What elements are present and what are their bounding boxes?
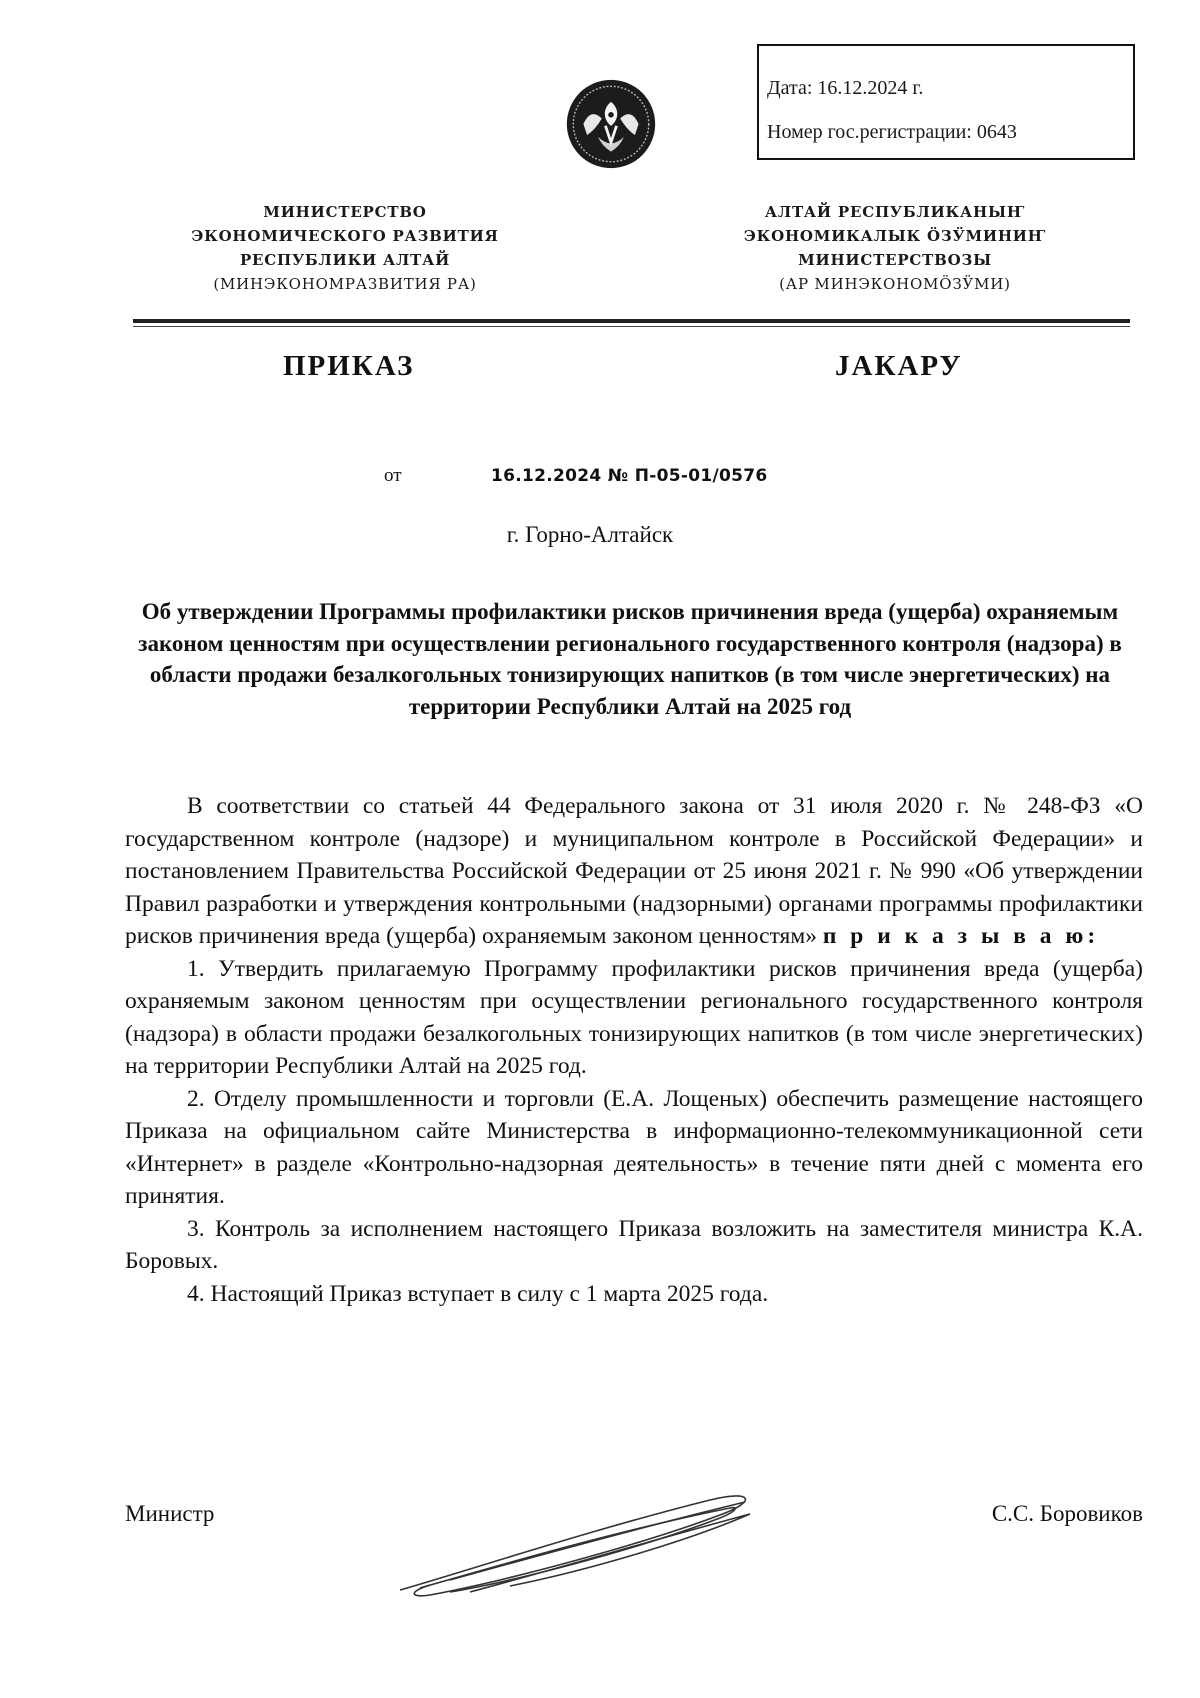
ministry-line: РЕСПУБЛИКИ АЛТАЙ <box>239 251 451 269</box>
decree-word: п р и к а з ы в а ю: <box>822 923 1100 949</box>
signatory-name: С.С. Боровиков <box>991 1501 1143 1526</box>
ministry-abbr: (МИНЭКОНОМРАЗВИТИЯ РА) <box>213 275 477 293</box>
city: г. Горно-Алтайск <box>506 522 674 547</box>
ministry-line: ЭКОНОМИЧЕСКОГО РАЗВИТИЯ <box>191 227 499 245</box>
header-divider <box>133 319 1130 323</box>
preamble-paragraph <box>125 790 1143 953</box>
clause-2: 2. Отделу промышленности и торговли (Е.А. Лощеных) обеспечить размещение настоящего Приказа на официальном сайте Министерства в информационно-телекоммуникационной сети «Интернет» в разделе «Контрольно-надзорная деятельность» в течение пяти дней с момента его принятия. <box>125 1085 1143 1209</box>
registration-stamp <box>757 44 1135 160</box>
ministry-line: АЛТАЙ РЕСПУБЛИКАНЫҤ <box>764 203 1026 221</box>
signatory-position: Министр <box>125 1501 215 1526</box>
coat-of-arms-icon <box>565 78 657 170</box>
ministry-line: МИНИСТЕРСТВОЗЫ <box>798 251 992 269</box>
document-type-alt: JАКАРУ <box>835 350 963 382</box>
ministry-header-ru <box>145 200 545 296</box>
clause-3: 3. Контроль за исполнением настоящего Приказа возложить на заместителя министра К.А. Боровых. <box>125 1215 1143 1274</box>
preamble-text: В соответствии со статьей 44 Федерального закона от 31 июля 2020 г. № 248-ФЗ «О государственном контроле (надзоре) и муниципальном контроле в Российской Федерации» и постановлением Правительства Российской Федерации от 25 июня 2021 г. № 990 «Об утверждении Правил разработки и утверждения контрольными (надзорными) органами программы профилактики рисков причинения вреда (ущерба) охраняемым законом ценностям» <box>125 793 1143 949</box>
clause-4: 4. Настоящий Приказ вступает в силу с 1 марта 2025 года. <box>187 1280 769 1307</box>
clause-1: 1. Утвердить прилагаемую Программу профилактики рисков причинения вреда (ущерба) охраняемым законом ценностям при осуществлении регионального государственного контроля (надзора) в области продажи безалкогольных тонизирующих напитков (в том числе энергетических) на территории Республики Алтай на 2025 год. <box>125 955 1143 1079</box>
ministry-abbr: (АР МИНЭКОНОМӦЗӰМИ) <box>779 275 1011 293</box>
order-from-label: от <box>384 465 402 486</box>
document-heading: Об утверждении Программы профилактики рисков причинения вреда (ущерба) охраняемым законом ценностям при осуществлении регионального государственного контроля (надзора) в области продажи безалкогольных тонизирующих напитков (в том числе энергетических) на территории Республики Алтай на 2025 год <box>138 599 1122 719</box>
document-type-ru: ПРИКАЗ <box>283 350 415 382</box>
document-body <box>125 790 1143 1310</box>
registration-date: Дата: 16.12.2024 г. <box>767 77 924 99</box>
order-number: 16.12.2024 № П-05-01/0576 <box>491 466 768 486</box>
handwritten-signature <box>390 1470 790 1610</box>
ministry-header-alt <box>695 200 1095 296</box>
registration-number: Номер гос.регистрации: 0643 <box>767 121 1017 143</box>
ministry-line: МИНИСТЕРСТВО <box>263 203 427 221</box>
header-divider-thin <box>133 326 1130 327</box>
ministry-line: ЭКОНОМИКАЛЫК ӦЗӰМИНИҤ <box>743 227 1047 245</box>
